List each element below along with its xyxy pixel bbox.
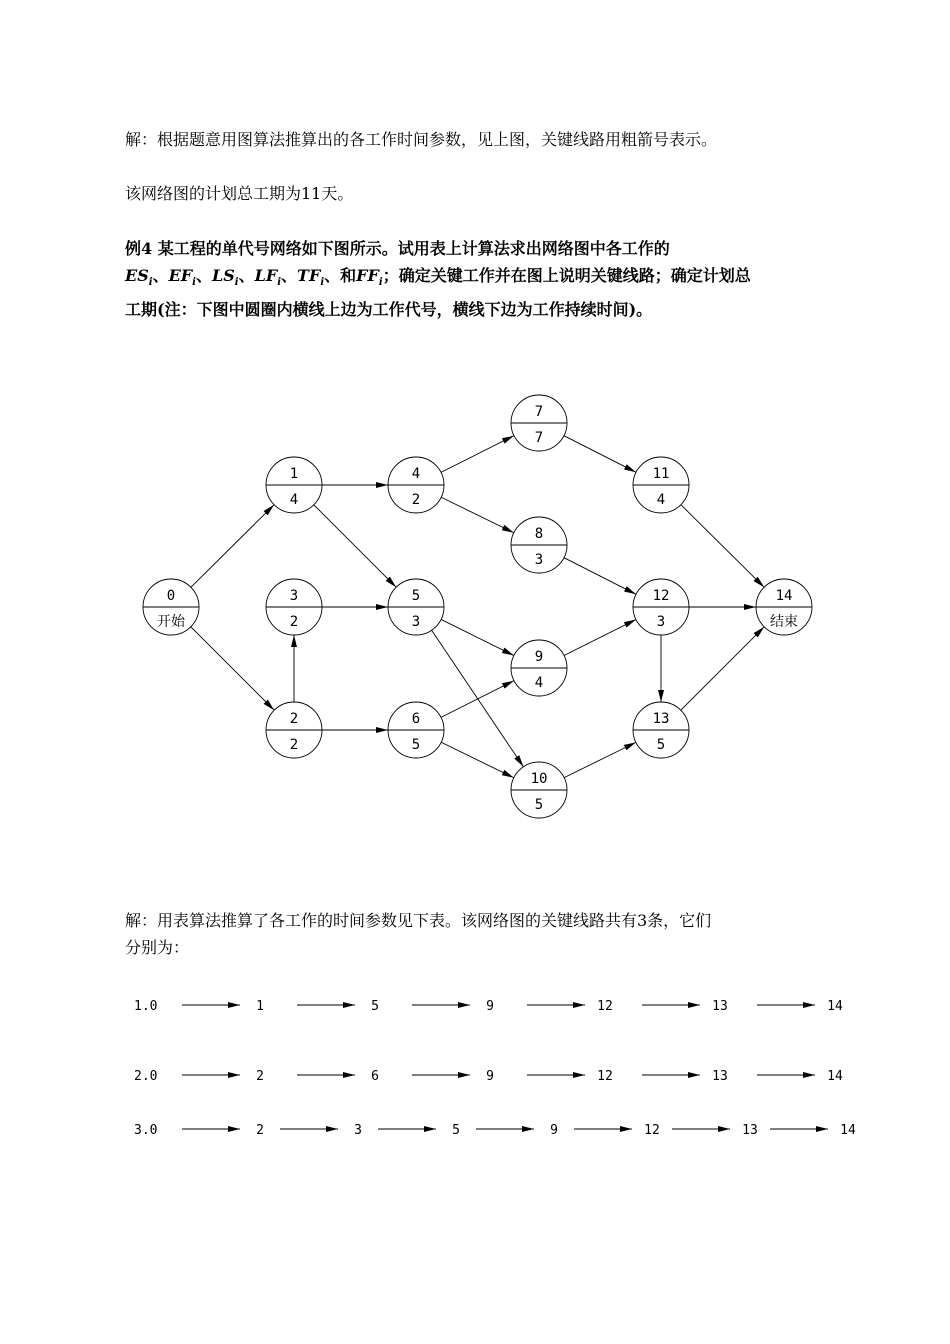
node-id: 0 [166,588,176,604]
critical-paths-list [0,985,950,1155]
edge-5-9 [441,619,514,655]
node-5 [388,579,444,635]
node-9 [511,640,567,696]
node-1 [266,457,322,513]
node-duration: 3 [534,552,544,568]
network-nodes [143,395,812,818]
node-id: 3 [289,588,299,604]
edge-11-14 [681,505,764,588]
edge-6-10 [441,742,514,777]
critical-path-node: 1 [256,999,264,1014]
single-code-network-diagram [0,380,950,850]
param-es: $ES_i$ [125,266,153,289]
node-duration: 结束 [770,614,798,630]
edge-0-1 [191,505,274,588]
critical-path-node: 12 [644,1123,660,1138]
edge-6-9 [441,681,514,718]
critical-path-node: 2 [256,1123,264,1138]
node-14 [756,579,812,635]
node-13 [633,702,689,758]
node-id: 5 [411,588,421,604]
edge-0-2 [191,627,274,710]
edge-7-11 [564,436,636,473]
node-id: 1 [289,466,299,482]
critical-path-label: 1.0 [134,999,158,1014]
param-separator: 、 [195,266,212,285]
critical-path-label: 3.0 [134,1123,158,1138]
node-id: 2 [289,711,299,727]
critical-path-node: 2 [256,1069,264,1084]
node-duration: 4 [656,492,666,508]
critical-path-node: 5 [452,1123,460,1138]
node-duration: 5 [656,737,666,753]
node-duration: 2 [411,492,421,508]
critical-path-node: 14 [827,999,843,1014]
node-8 [511,517,567,573]
node-id: 10 [530,771,548,787]
node-duration: 3 [656,614,666,630]
critical-path-node: 9 [550,1123,558,1138]
node-4 [388,457,444,513]
param-separator: 、 [324,266,341,285]
time-parameters [125,266,383,289]
critical-path-node: 12 [597,999,613,1014]
example-line-2-tail: ；确定关键工作并在图上说明关键线路；确定计划总 [382,266,751,285]
param-and: 和 [340,266,357,285]
node-id: 6 [411,711,421,727]
critical-path-2 [134,1069,843,1084]
node-duration: 5 [534,797,544,813]
node-duration: 4 [289,492,299,508]
critical-path-node: 13 [742,1123,758,1138]
edge-4-7 [441,436,514,473]
node-duration: 5 [411,737,421,753]
param-lf: $LF_i$ [254,266,282,289]
critical-path-node: 14 [840,1123,856,1138]
paragraph-total-duration: 该网络图的计划总工期为11天。 [125,184,354,203]
node-6 [388,702,444,758]
example-line-2 [125,262,845,296]
node-id: 9 [534,649,544,665]
param-separator: 、 [281,266,298,285]
node-id: 8 [534,526,544,542]
critical-path-1 [134,999,843,1014]
critical-path-node: 6 [371,1069,379,1084]
param-ef: $EF_i$ [168,266,196,289]
node-duration: 2 [289,737,299,753]
critical-path-node: 9 [486,1069,494,1084]
node-12 [633,579,689,635]
node-duration: 2 [289,614,299,630]
critical-path-node: 5 [371,999,379,1014]
edge-1-5 [314,505,396,587]
critical-path-node: 13 [712,999,728,1014]
param-ff: $FF_i$ [356,266,383,289]
node-id: 13 [652,711,670,727]
node-id: 12 [652,588,670,604]
param-separator: 、 [238,266,255,285]
critical-path-node: 9 [486,999,494,1014]
param-separator: 、 [152,266,169,285]
param-ls: $LS_i$ [211,266,239,289]
example-line-3: 工期(注：下图中圆圈内横线上边为工作代号，横线下边为工作持续时间)。 [125,300,653,320]
node-7 [511,395,567,451]
solution-paragraph [125,907,845,961]
node-id: 11 [652,466,670,482]
node-id: 4 [411,466,421,482]
node-duration: 7 [534,430,544,446]
solution-line-2: 分别为： [125,938,190,957]
edge-8-12 [564,558,636,595]
node-duration: 3 [411,614,421,630]
node-10 [511,762,567,818]
edge-10-13 [564,742,636,777]
critical-path-node: 3 [354,1123,362,1138]
paragraph-solution-intro: 解：根据题意用图算法推算出的各工作时间参数，见上图，关键线路用粗箭号表示。 [125,130,718,149]
node-2 [266,702,322,758]
node-11 [633,457,689,513]
node-duration: 4 [534,675,544,691]
edge-4-8 [441,497,514,532]
node-duration: 开始 [157,614,185,630]
node-0 [143,579,199,635]
edge-9-12 [564,620,636,656]
critical-path-node: 12 [597,1069,613,1084]
node-id: 14 [775,588,793,604]
critical-path-label: 2.0 [134,1069,158,1084]
critical-path-node: 13 [712,1069,728,1084]
node-3 [266,579,322,635]
solution-line-1: 解：用表算法推算了各工作的时间参数见下表。该网络图的关键线路共有3条，它们 [125,911,712,930]
edge-13-14 [681,627,764,710]
example-4-statement [125,235,845,323]
critical-path-3 [134,1123,856,1138]
node-id: 7 [534,404,544,420]
param-tf: $TF_i$ [297,266,325,289]
critical-path-node: 14 [827,1069,843,1084]
example-line-1: 例4 某工程的单代号网络如下图所示。试用表上计算法求出网络图中各工作的 [125,239,670,258]
